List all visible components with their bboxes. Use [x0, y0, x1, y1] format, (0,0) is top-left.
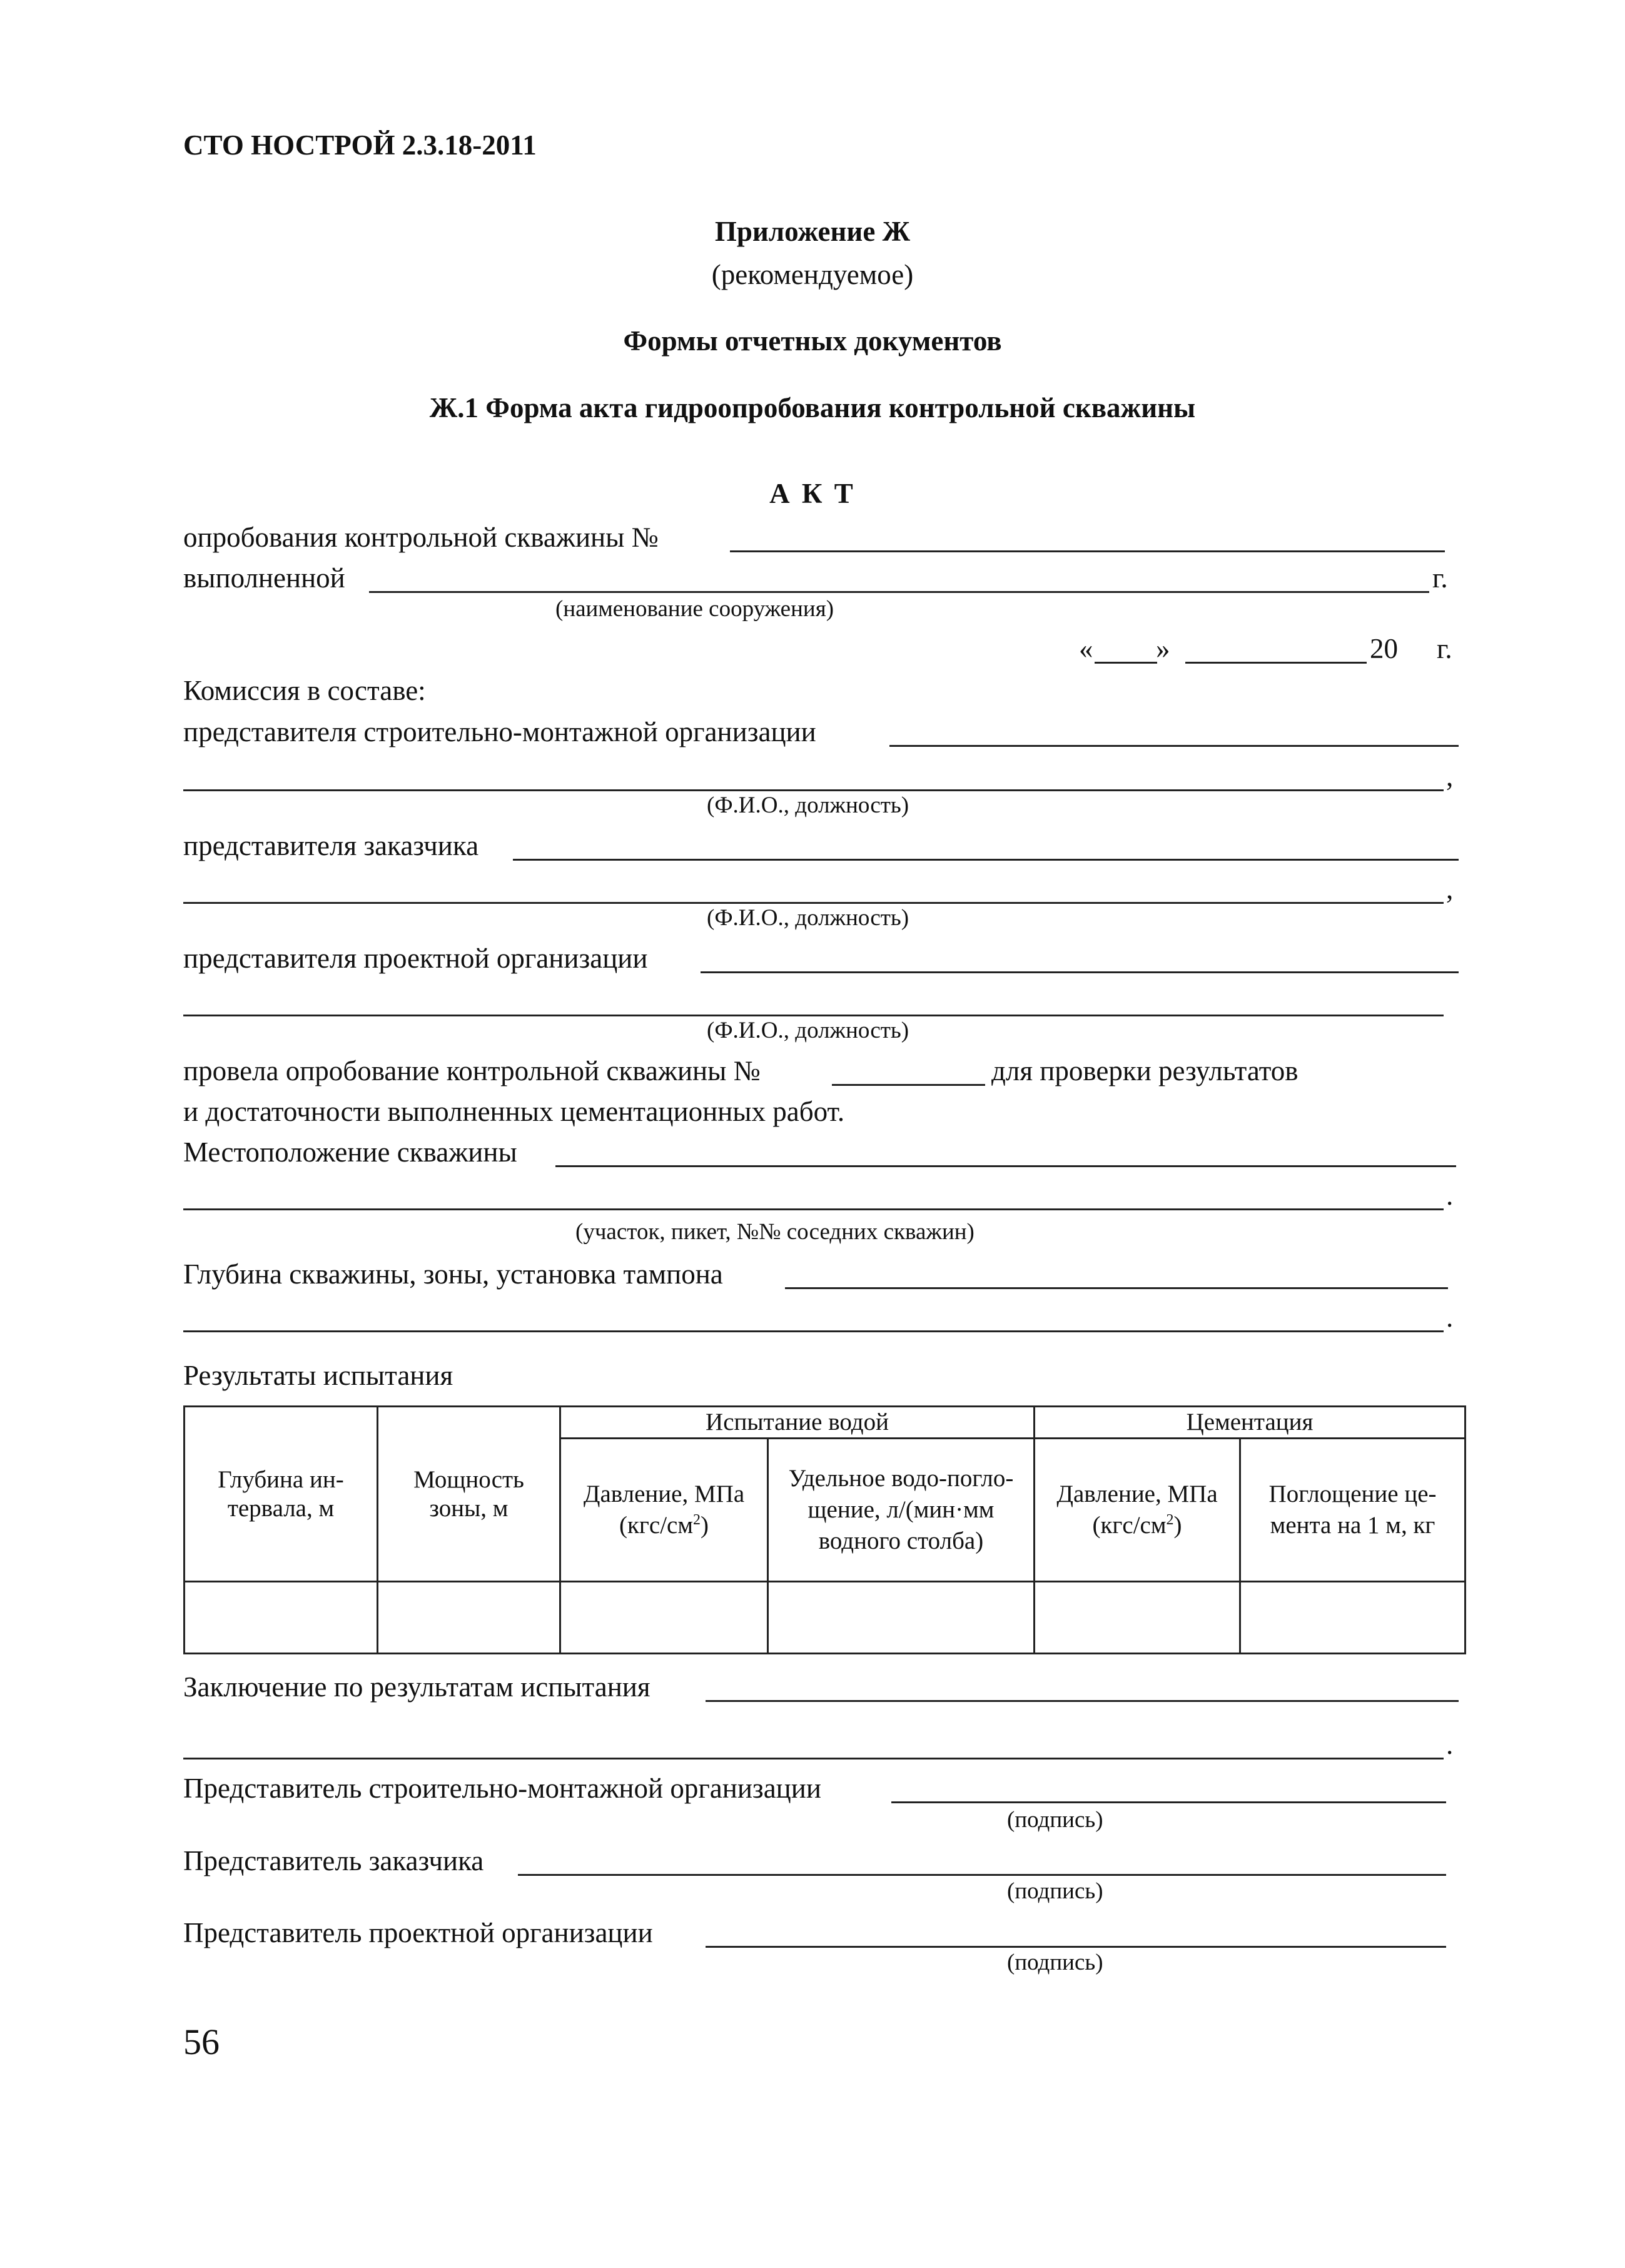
sig-design-caption: (подпись)	[1007, 1950, 1103, 1975]
act-well-number-label: опробования контрольной скважины №	[183, 522, 659, 553]
conclusion-period: .	[1446, 1729, 1454, 1760]
act-year-suffix: г.	[1432, 562, 1448, 594]
group-cement-header: Цементация	[1035, 1407, 1466, 1439]
location-caption: (участок, пикет, №№ соседних скважин)	[575, 1219, 974, 1245]
sig-customer-field[interactable]	[518, 1874, 1446, 1876]
rep-customer-caption: (Ф.И.О., должность)	[707, 905, 909, 931]
rep-builder-comma: ,	[1446, 761, 1454, 792]
results-label: Результаты испытания	[183, 1360, 453, 1391]
results-table	[183, 1405, 1466, 1654]
date-open-quote: «	[1079, 633, 1093, 664]
page-number: 56	[183, 2022, 220, 2062]
standard-code: СТО НОСТРОЙ 2.3.18-2011	[183, 129, 537, 161]
conclusion-field-2[interactable]	[183, 1758, 1444, 1759]
rep-design-label: представителя проектной организации	[183, 943, 648, 974]
location-field-2[interactable]	[183, 1208, 1444, 1210]
table-header-row	[185, 1407, 1466, 1439]
col-absorption-header: Удельное водо-погло-щение, л/(мин·мм водного столба)	[768, 1439, 1035, 1582]
form-title: Ж.1 Форма акта гидроопробования контрольной скважины	[429, 392, 1196, 423]
group-water-header: Испытание водой	[560, 1407, 1035, 1439]
sig-customer-label: Представитель заказчика	[183, 1845, 484, 1876]
rep-customer-field-2[interactable]	[183, 902, 1444, 904]
commission-label: Комиссия в составе:	[183, 675, 426, 706]
rep-customer-label: представителя заказчика	[183, 830, 479, 861]
date-year: 20	[1370, 633, 1398, 664]
depth-period: .	[1446, 1302, 1454, 1333]
depth-label: Глубина скважины, зоны, установка тампона	[183, 1258, 723, 1290]
structure-caption: (наименование сооружения)	[555, 596, 834, 622]
col-depth-header: Глубина ин-тервала, м	[185, 1407, 378, 1582]
date-month-field[interactable]	[1185, 662, 1367, 664]
test-well-number-field[interactable]	[832, 1084, 985, 1086]
location-label: Местоположение скважины	[183, 1137, 517, 1168]
rep-builder-label: представителя строительно-монтажной организации	[183, 716, 816, 747]
cell-cement-pressure[interactable]	[1035, 1582, 1240, 1654]
rep-builder-field[interactable]	[889, 745, 1459, 747]
date-suffix: г.	[1437, 633, 1452, 664]
act-title: А К Т	[769, 478, 856, 509]
sig-builder-label: Представитель строительно-монтажной организации	[183, 1773, 821, 1804]
section-title: Формы отчетных документов	[623, 325, 1002, 357]
depth-field-2[interactable]	[183, 1330, 1444, 1332]
rep-design-field[interactable]	[701, 971, 1459, 973]
act-executed-label: выполненной	[183, 562, 345, 594]
cell-thickness[interactable]	[378, 1582, 560, 1654]
col-cement-absorption-header: Поглощение це-мента на 1 м, кг	[1240, 1439, 1466, 1582]
conclusion-label: Заключение по результатам испытания	[183, 1671, 651, 1703]
rep-design-caption: (Ф.И.О., должность)	[707, 1018, 909, 1043]
col-cement-pressure-header: Давление, МПа $(кгс/см^2)$	[1035, 1439, 1240, 1582]
rep-design-field-2[interactable]	[183, 1015, 1444, 1016]
rep-customer-comma: ,	[1446, 873, 1454, 904]
sig-customer-caption: (подпись)	[1007, 1878, 1103, 1904]
sig-builder-caption: (подпись)	[1007, 1807, 1103, 1833]
test-statement-end: для проверки результатов	[991, 1055, 1298, 1086]
location-period: .	[1446, 1180, 1454, 1211]
cell-cement-absorption[interactable]	[1240, 1582, 1466, 1654]
date-day-field[interactable]	[1095, 662, 1157, 664]
date-close-quote: »	[1156, 633, 1170, 664]
sig-design-field[interactable]	[706, 1946, 1446, 1948]
appendix-subtitle: (рекомендуемое)	[711, 259, 914, 290]
cell-absorption[interactable]	[768, 1582, 1035, 1654]
rep-builder-field-2[interactable]	[183, 789, 1444, 791]
cell-water-pressure[interactable]	[560, 1582, 768, 1654]
structure-name-field[interactable]	[369, 591, 1429, 593]
sig-builder-field[interactable]	[891, 1801, 1446, 1803]
sig-design-label: Представитель проектной организации	[183, 1917, 653, 1948]
rep-customer-field[interactable]	[513, 859, 1459, 861]
depth-field[interactable]	[785, 1287, 1448, 1289]
rep-builder-caption: (Ф.И.О., должность)	[707, 792, 909, 818]
location-field[interactable]	[555, 1165, 1456, 1167]
col-water-pressure-header: Давление, МПа $(кгс/см^2)$	[560, 1439, 768, 1582]
cell-depth[interactable]	[185, 1582, 378, 1654]
test-statement-start: провела опробование контрольной скважины №	[183, 1055, 761, 1086]
col-thickness-header: Мощность зоны, м	[378, 1407, 560, 1582]
conclusion-field[interactable]	[706, 1700, 1459, 1702]
test-statement-line2: и достаточности выполненных цементационных работ.	[183, 1096, 845, 1127]
well-number-field[interactable]	[730, 550, 1445, 552]
table-row	[185, 1582, 1466, 1654]
appendix-title: Приложение Ж	[714, 216, 911, 247]
